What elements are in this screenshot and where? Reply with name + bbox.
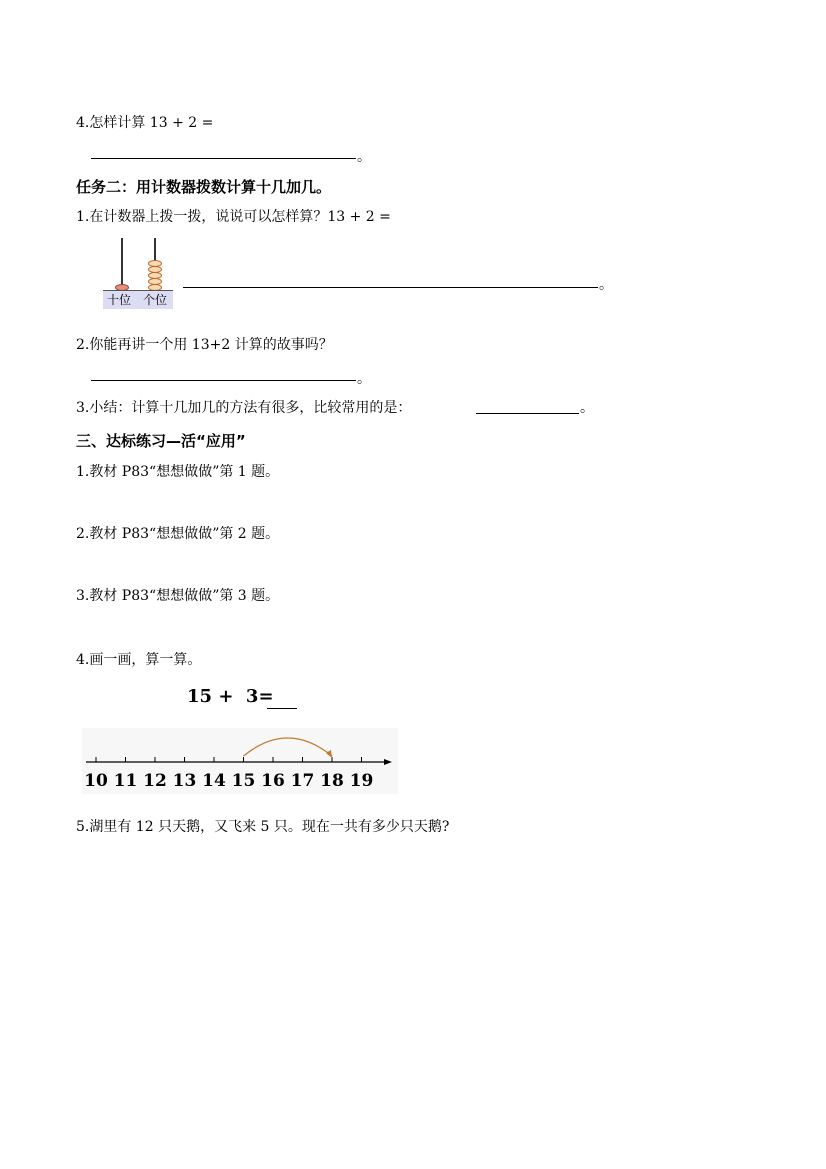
period: 。 bbox=[357, 149, 371, 165]
tick-label: 16 bbox=[261, 771, 285, 791]
period: 。 bbox=[357, 371, 371, 387]
answer-blank[interactable] bbox=[91, 158, 356, 159]
tick-label: 13 bbox=[172, 771, 197, 791]
tick-label: 14 bbox=[202, 771, 226, 791]
equation-blank[interactable] bbox=[267, 708, 297, 709]
exercise-4: 4.画一画，算一算。 bbox=[76, 652, 202, 668]
tens-label: 十位 bbox=[107, 293, 132, 307]
abacus-base bbox=[103, 290, 173, 309]
period: 。 bbox=[599, 277, 613, 293]
tick-label: 18 bbox=[320, 771, 344, 791]
axis-arrow-icon bbox=[384, 759, 392, 765]
tick-label: 11 bbox=[113, 771, 138, 791]
task2-heading: 任务二：用计数器拨数计算十几加几。 bbox=[76, 178, 332, 196]
tick-label: 10 bbox=[84, 771, 108, 791]
answer-blank[interactable] bbox=[183, 287, 598, 288]
tens-rod bbox=[121, 238, 123, 290]
exercise-1: 1.教材 P83“想想做做”第 1 题。 bbox=[76, 464, 280, 480]
tick-label: 19 bbox=[349, 771, 374, 791]
tick-label: 17 bbox=[290, 771, 315, 791]
tick-label: 12 bbox=[143, 771, 167, 791]
exercise-3: 3.教材 P83“想想做做”第 3 题。 bbox=[76, 588, 280, 604]
task2-question-2: 2.你能再讲一个用 13+2 计算的故事吗？ bbox=[76, 337, 333, 353]
tick-label: 15 bbox=[231, 771, 256, 791]
period: 。 bbox=[580, 400, 594, 416]
question-4: 4.怎样计算 13 + 2 = bbox=[76, 115, 214, 131]
section3-heading: 三、达标练习—活“应用” bbox=[76, 432, 246, 450]
number-line bbox=[82, 728, 398, 794]
question-5: 5.湖里有 12 只天鹅，又飞来 5 只。现在一共有多少只天鹅? bbox=[76, 819, 450, 835]
abacus-figure bbox=[103, 236, 175, 310]
exercise-2: 2.教材 P83“想想做做”第 2 题。 bbox=[76, 526, 280, 542]
answer-blank[interactable] bbox=[476, 413, 579, 414]
task2-question-3: 3.小结：计算十几加几的方法有很多，比较常用的是： bbox=[76, 400, 412, 416]
ones-label: 个位 bbox=[143, 293, 168, 307]
number-line-figure bbox=[82, 728, 398, 794]
task2-question-1: 1.在计数器上拨一拨，说说可以怎样算？13 + 2 = bbox=[76, 209, 391, 225]
answer-blank[interactable] bbox=[91, 380, 356, 381]
jump-arc bbox=[244, 738, 333, 756]
equation: 15 + 3= bbox=[187, 686, 274, 707]
arc-arrowhead-icon bbox=[326, 750, 332, 758]
